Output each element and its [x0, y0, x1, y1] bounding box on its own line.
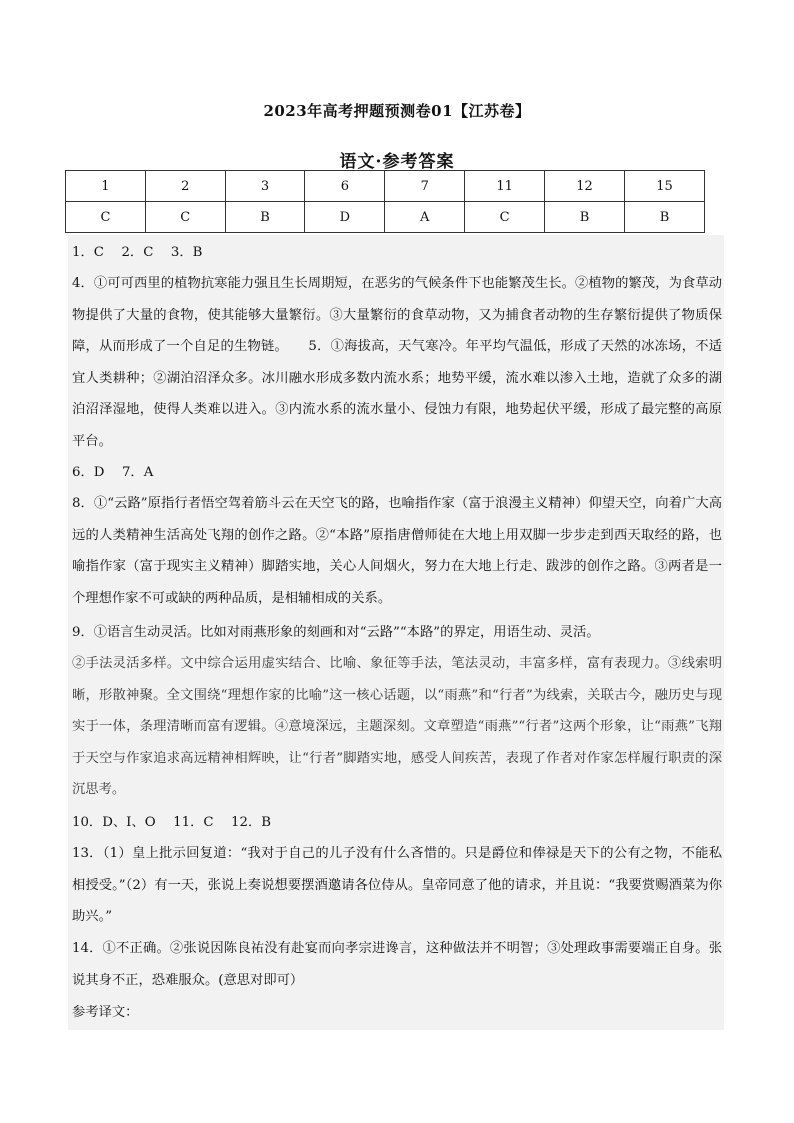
- question-cell: 7: [385, 171, 465, 202]
- answer-14-text: 14．①不正确。②张说因陈良祐没有赴宴而向孝宗进谗言，这种做法并不明智；③处理政事需要端正自身。张说其身不正，恐难服众。(意思对即可）: [72, 941, 722, 988]
- question-cell: 1: [66, 171, 146, 202]
- answer-cell: C: [66, 202, 146, 233]
- answer-8-text: 8．①“云路”原指行者悟空驾着筋斗云在天空飞的路，也喻指作家（富于浪漫主义精神）仰望天空，向着广大高远的人类精神生活高处飞翔的创作之路。②“本路”原指唐僧师徒在大地上用双脚一步步走到西天取经的路，也喻指作家（富于现实主义精神）脚踏实地，关心人间烟火，努力在大地上行走、跋涉的创作之路。③两者是一个理想作家不可或缺的两种品质，是相辅相成的关系。: [72, 496, 722, 606]
- question-cell: 2: [145, 171, 225, 202]
- answers-4-5-text: 4．①可可西里的植物抗寒能力强且生长周期短，在恶劣的气候条件下也能繁茂生长。②植物的繁茂，为食草动物提供了大量的食物，使其能够大量繁衍。③大量繁衍的食草动物，又为捕食者动物的生存繁衍提供了物质保障，从而形成了一个自足的生物链。 5．①海拔高，天气寒冷。年平均气温低，形成了天然的冰冻场，不适宜人类耕种；②湖泊沼泽众多。冰川融水形成多数内流水系；地势平缓，流水难以渗入土地，造就了众多的湖泊沼泽湿地，使得人类难以进入。③内流水系的流水量小、侵蚀力有限，地势起伏平缓，形成了最完整的高原平台。: [72, 276, 722, 449]
- answers-4-5: [72, 268, 722, 457]
- answers-1-3-text: 1．C 2．C 3．B: [72, 245, 203, 260]
- question-cell: 3: [225, 171, 305, 202]
- answer-cell: C: [145, 202, 225, 233]
- question-cell: 12: [545, 171, 625, 202]
- answer-8: [72, 488, 722, 614]
- answer-9-part-2-text: ②手法灵活多样。文中综合运用虚实结合、比喻、象征等手法，笔法灵动，丰富多样，富有表现力。③线索明晰，形散神聚。全文围绕“理想作家的比喻”这一核心话题，以“雨燕”和“行者”为线索，关联古今，融历史与现实于一体，条理清晰而富有逻辑。④意境深远，主题深刻。文章塑造“雨燕”“行者”这两个形象，让“雨燕”飞翔于天空与作家追求高远精神相辉映，让“行者”脚踏实地，感受人间疾苦，表现了作者对作家怎样履行职责的深沉思考。: [72, 656, 722, 797]
- answer-cell: B: [625, 202, 705, 233]
- answer-row: [66, 202, 705, 233]
- answer-table: [65, 170, 705, 233]
- answers-10-12-text: 10．D、I、O 11．C 12．B: [72, 815, 272, 830]
- question-cell: 6: [305, 171, 385, 202]
- answers-6-7-text: 6．D 7．A: [72, 465, 154, 480]
- question-number-row: [66, 171, 705, 202]
- answer-content: [68, 235, 724, 1030]
- answers-6-7: [72, 457, 722, 489]
- answer-cell: D: [305, 202, 385, 233]
- answers-10-12: [72, 807, 722, 839]
- answers-1-3: [72, 237, 722, 269]
- answer-9-part-1-text: 9．①语言生动灵活。比如对雨燕形象的刻画和对“云路”“本路”的界定，用语生动、灵活。: [72, 625, 600, 640]
- answer-cell: B: [545, 202, 625, 233]
- question-cell: 15: [625, 171, 705, 202]
- question-cell: 11: [465, 171, 545, 202]
- reference-translation-label: 参考译文：: [72, 1005, 139, 1020]
- answer-13-text: 13．（1）皇上批示回复道：“我对于自己的儿子没有什么吝惜的。只是爵位和俸禄是天下的公有之物，不能私相授受。”（2）有一天，张说上奏说想要摆酒邀请各位侍从。皇帝同意了他的请求，并且说：“我要赏赐酒菜为你助兴。”: [72, 846, 722, 924]
- answer-9-part-1: [72, 617, 722, 649]
- page-title: 2023年高考押题预测卷01【江苏卷】: [263, 102, 531, 120]
- reference-translation-heading: [72, 997, 722, 1029]
- answer-9-part-2: [72, 648, 722, 806]
- answer-14: [72, 933, 722, 996]
- answer-13: [72, 838, 722, 933]
- answer-cell: C: [465, 202, 545, 233]
- answer-cell: A: [385, 202, 465, 233]
- answer-cell: B: [225, 202, 305, 233]
- page-subtitle: 语文·参考答案: [339, 152, 455, 172]
